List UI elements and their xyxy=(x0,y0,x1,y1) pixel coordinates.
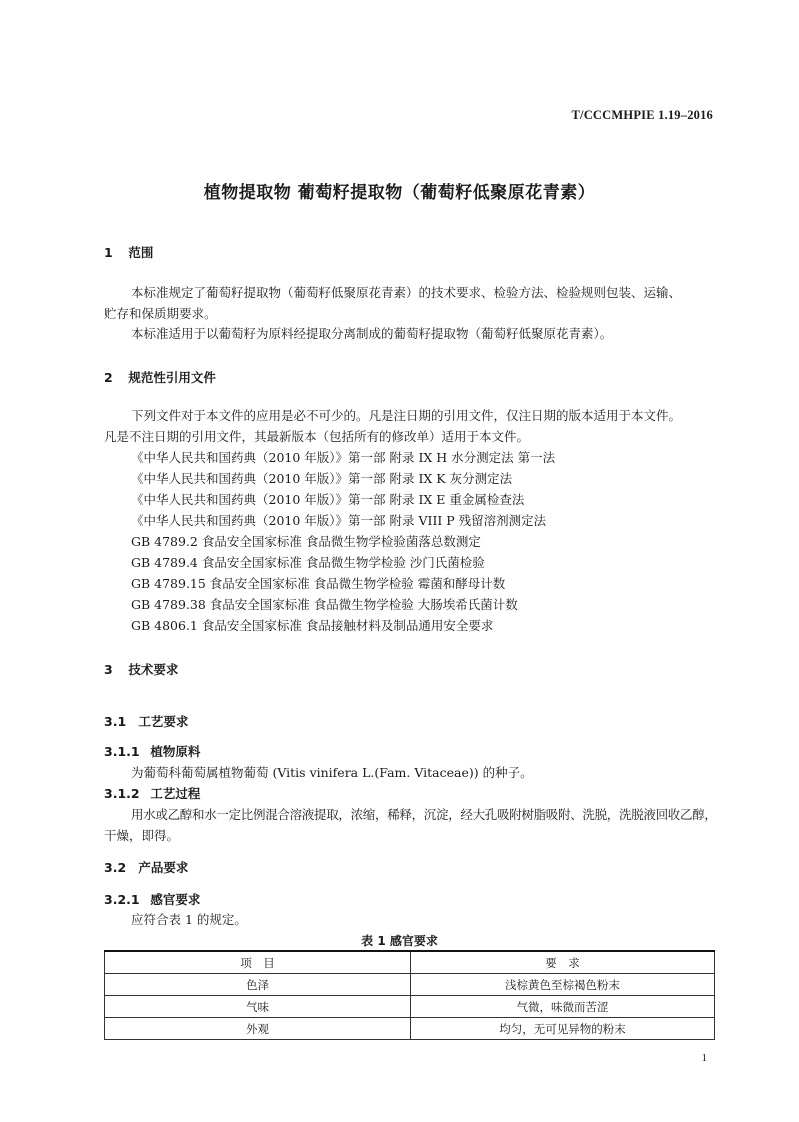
table-header-row xyxy=(105,951,715,974)
references-intro xyxy=(104,405,716,426)
process-text-cont xyxy=(104,825,716,846)
reference-item: 《中华人民共和国药典（2010 年版）》第一部 附录 IX K 灰分测定法 xyxy=(131,471,513,486)
sensory-text xyxy=(104,909,716,930)
section-3-1-heading xyxy=(104,712,188,730)
section-title: 工艺过程 xyxy=(150,786,201,801)
section-number: 3.1 xyxy=(104,714,127,729)
section-title: 技术要求 xyxy=(128,662,179,677)
section-title: 植物原料 xyxy=(150,744,201,759)
paragraph-line: 用水或乙醇和水一定比例混合溶液提取，浓缩，稀释，沉淀，经大孔吸附树脂吸附、洗脱，洗脱液回收乙醇， xyxy=(131,807,717,822)
table-cell: 均匀，无可见异物的粉末 xyxy=(411,1018,715,1040)
references-intro-cont xyxy=(104,426,716,447)
section-number: 3.1.1 xyxy=(104,744,140,759)
section-number: 3 xyxy=(104,662,113,677)
table-header-cell: 项 目 xyxy=(105,951,411,974)
section-number: 3.1.2 xyxy=(104,786,140,801)
section-title: 规范性引用文件 xyxy=(128,370,216,385)
section-number: 3.2 xyxy=(104,860,127,875)
scope-paragraph-2 xyxy=(104,323,716,344)
section-title: 产品要求 xyxy=(138,860,189,875)
section-3-2-heading xyxy=(104,858,188,876)
section-title: 感官要求 xyxy=(150,892,201,907)
paragraph-line: 本标准适用于以葡萄籽为原料经提取分离制成的葡萄籽提取物（葡萄籽低聚原花青素）。 xyxy=(131,326,613,341)
section-3-1-1-heading xyxy=(104,742,200,760)
section-3-heading xyxy=(104,660,178,678)
scope-paragraph-1-cont xyxy=(104,303,716,324)
reference-item: GB 4789.15 食品安全国家标准 食品微生物学检验 霉菌和酵母计数 xyxy=(131,576,506,591)
table-cell: 气味 xyxy=(105,996,411,1018)
table-row xyxy=(105,1018,715,1040)
process-text xyxy=(104,804,716,825)
table-caption: 表 1 感官要求 xyxy=(361,934,438,948)
section-1-heading xyxy=(104,243,153,261)
reference-item: GB 4806.1 食品安全国家标准 食品接触材料及制品通用安全要求 xyxy=(131,618,494,633)
reference-item: 《中华人民共和国药典（2010 年版）》第一部 附录 IX E 重金属检查法 xyxy=(131,492,525,507)
table-cell: 气微，味微而苦涩 xyxy=(411,996,715,1018)
paragraph-line: 凡是不注日期的引用文件，其最新版本（包括所有的修改单）适用于本文件。 xyxy=(104,429,530,444)
section-3-1-2-heading xyxy=(104,784,200,802)
document-number: T/CCCMHPIE 1.19–2016 xyxy=(571,108,713,122)
section-title: 范围 xyxy=(128,245,154,260)
reference-item: GB 4789.2 食品安全国家标准 食品微生物学检验菌落总数测定 xyxy=(131,534,481,549)
reference-item: 《中华人民共和国药典（2010 年版）》第一部 附录 VIII P 残留溶剂测定法 xyxy=(131,513,547,528)
section-title: 工艺要求 xyxy=(138,714,189,729)
reference-item: GB 4789.38 食品安全国家标准 食品微生物学检验 大肠埃希氏菌计数 xyxy=(131,597,518,612)
paragraph-line: 贮存和保质期要求。 xyxy=(104,306,217,321)
paragraph-line: 干燥，即得。 xyxy=(104,828,180,843)
scope-paragraph-1 xyxy=(104,282,716,303)
section-3-2-1-heading xyxy=(104,890,200,908)
document-title: 植物提取物 葡萄籽提取物（葡萄籽低聚原花青素） xyxy=(203,183,596,203)
plant-material-text xyxy=(104,762,716,783)
table-row xyxy=(105,974,715,996)
section-number: 1 xyxy=(104,245,113,260)
table-cell: 外观 xyxy=(105,1018,411,1040)
reference-item: GB 4789.4 食品安全国家标准 食品微生物学检验 沙门氏菌检验 xyxy=(131,555,485,570)
reference-item: 《中华人民共和国药典（2010 年版）》第一部 附录 IX H 水分测定法 第一法 xyxy=(131,450,556,465)
paragraph-line: 应符合表 1 的规定。 xyxy=(131,912,247,927)
paragraph-line: 为葡萄科葡萄属植物葡萄 (Vitis vinifera L.(Fam. Vitaceae)) 的种子。 xyxy=(131,765,533,780)
section-number: 3.2.1 xyxy=(104,892,140,907)
table-cell: 色泽 xyxy=(105,974,411,996)
paragraph-line: 下列文件对于本文件的应用是必不可少的。凡是注日期的引用文件，仅注日期的版本适用于本文件。 xyxy=(131,408,682,423)
section-number: 2 xyxy=(104,370,113,385)
table-header-cell: 要 求 xyxy=(411,951,715,974)
section-2-heading xyxy=(104,368,216,386)
table-row xyxy=(105,996,715,1018)
sensory-requirements-table xyxy=(104,950,715,1040)
paragraph-line: 本标准规定了葡萄籽提取物（葡萄籽低聚原花青素）的技术要求、检验方法、检验规则包装、运输、 xyxy=(131,285,682,300)
table-cell: 浅棕黄色至棕褐色粉末 xyxy=(411,974,715,996)
page-number: 1 xyxy=(701,1052,707,1064)
